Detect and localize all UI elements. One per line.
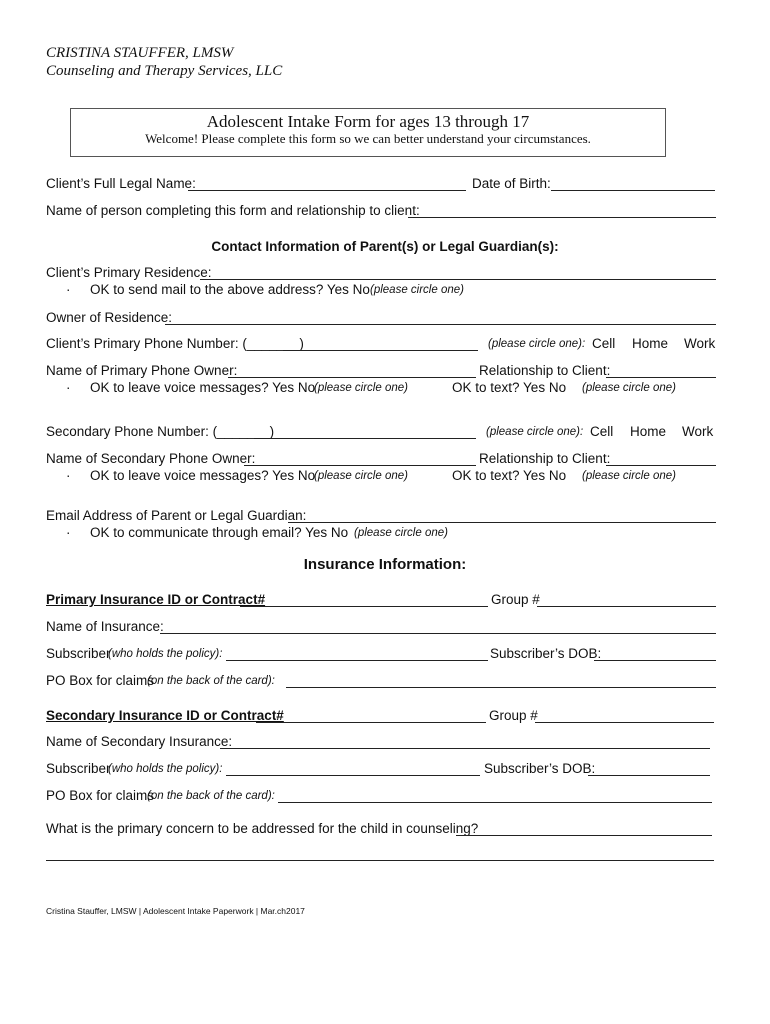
concern-field-continued[interactable] xyxy=(46,860,714,861)
circle-one-note: (please circle one) xyxy=(582,382,676,394)
relationship-field[interactable] xyxy=(606,465,716,466)
concern-field[interactable] xyxy=(456,835,712,836)
email-ok-question: OK to communicate through email? Yes No xyxy=(90,525,349,540)
group-field[interactable] xyxy=(535,722,714,723)
dob-field[interactable] xyxy=(551,190,715,191)
phone-circle-note: (please circle one): xyxy=(486,426,584,438)
circle-one-note: (please circle one) xyxy=(370,284,464,296)
secondary-owner-field[interactable] xyxy=(244,465,476,466)
circle-one-note: (please circle one) xyxy=(582,470,676,482)
bullet: · xyxy=(66,468,71,483)
primary-phone-label: Client’s Primary Phone Number: (_______) xyxy=(46,336,304,351)
subscriber-label: Subscriber xyxy=(46,646,111,661)
contact-heading: Contact Information of Parent(s) or Legal Guardian(s): xyxy=(211,239,559,254)
practice-name: Counseling and Therapy Services, LLC xyxy=(46,63,283,79)
subscriber-note: (who holds the policy): xyxy=(108,648,223,660)
secondary-insurance-name-label: Name of Secondary Insurance: xyxy=(46,734,233,749)
pobox-label: PO Box for claims xyxy=(46,788,155,803)
phone-type-work[interactable]: Work xyxy=(682,424,714,439)
secondary-insurance-name-field[interactable] xyxy=(220,748,710,749)
bullet: · xyxy=(66,282,71,297)
text-ok-question: OK to text? Yes No xyxy=(452,468,567,483)
primary-owner-field[interactable] xyxy=(228,377,476,378)
bullet: · xyxy=(66,525,71,540)
relationship-label: Relationship to Client: xyxy=(479,451,611,466)
practitioner-name: CRISTINA STAUFFER, LMSW xyxy=(46,45,234,61)
owner-field[interactable] xyxy=(165,324,716,325)
primary-insurance-id-field[interactable] xyxy=(240,606,488,607)
subscriber-note: (who holds the policy): xyxy=(108,763,223,775)
insurance-heading: Insurance Information: xyxy=(303,556,467,573)
concern-label: What is the primary concern to be addressed for the child in counseling? xyxy=(46,821,479,836)
subscriber-dob-field[interactable] xyxy=(588,775,710,776)
subscriber-field[interactable] xyxy=(226,775,480,776)
bullet: · xyxy=(66,380,71,395)
primary-owner-label: Name of Primary Phone Owner: xyxy=(46,363,238,378)
completer-label: Name of person completing this form and relationship to client: xyxy=(46,203,420,218)
relationship-field[interactable] xyxy=(606,377,716,378)
subscriber-dob-field[interactable] xyxy=(594,660,716,661)
subscriber-field[interactable] xyxy=(226,660,488,661)
phone-type-home[interactable]: Home xyxy=(630,424,667,439)
voice-ok-question: OK to leave voice messages? Yes No xyxy=(90,380,316,395)
residence-label: Client’s Primary Residence: xyxy=(46,265,212,280)
secondary-insurance-id-field[interactable] xyxy=(256,722,486,723)
client-name-label: Client’s Full Legal Name: xyxy=(46,176,196,191)
primary-phone-field[interactable] xyxy=(283,350,478,351)
voice-ok-question: OK to leave voice messages? Yes No xyxy=(90,468,316,483)
subscriber-dob-label: Subscriber’s DOB: xyxy=(490,646,602,661)
form-title: Adolescent Intake Form for ages 13 through 17 xyxy=(206,112,530,131)
residence-field[interactable] xyxy=(200,279,716,280)
phone-circle-note: (please circle one): xyxy=(488,338,586,350)
primary-insurance-id-label: Primary Insurance ID or Contract# xyxy=(46,592,266,607)
completer-field[interactable] xyxy=(408,217,716,218)
phone-type-cell[interactable]: Cell xyxy=(590,424,614,439)
circle-one-note: (please circle one) xyxy=(354,527,448,539)
circle-one-note: (please circle one) xyxy=(314,470,408,482)
pobox-field[interactable] xyxy=(286,687,716,688)
group-label: Group # xyxy=(489,708,538,723)
subscriber-label: Subscriber xyxy=(46,761,111,776)
dob-label: Date of Birth: xyxy=(472,176,551,191)
subscriber-dob-label: Subscriber’s DOB: xyxy=(484,761,596,776)
circle-one-note: (please circle one) xyxy=(314,382,408,394)
client-name-field[interactable] xyxy=(188,190,466,191)
secondary-insurance-id-label: Secondary Insurance ID or Contract# xyxy=(46,708,284,723)
phone-type-cell[interactable]: Cell xyxy=(592,336,616,351)
text-ok-question: OK to text? Yes No xyxy=(452,380,567,395)
insurance-name-field[interactable] xyxy=(160,633,716,634)
email-field[interactable] xyxy=(288,522,716,523)
pobox-note: (on the back of the card): xyxy=(147,790,275,802)
group-label: Group # xyxy=(491,592,540,607)
secondary-owner-label: Name of Secondary Phone Owner: xyxy=(46,451,256,466)
mail-ok-question: OK to send mail to the above address? Yes No xyxy=(90,282,370,297)
pobox-field[interactable] xyxy=(278,802,712,803)
footer: Cristina Stauffer, LMSW | Adolescent Intake Paperwork | Mar.ch2017 xyxy=(46,906,305,916)
phone-type-work[interactable]: Work xyxy=(684,336,716,351)
owner-label: Owner of Residence: xyxy=(46,310,173,325)
secondary-phone-field[interactable] xyxy=(254,438,476,439)
group-field[interactable] xyxy=(537,606,716,607)
insurance-name-label: Name of Insurance: xyxy=(46,619,164,634)
email-label: Email Address of Parent or Legal Guardian: xyxy=(46,508,307,523)
secondary-phone-label: Secondary Phone Number: (_______) xyxy=(46,424,275,439)
pobox-label: PO Box for claims xyxy=(46,673,155,688)
phone-type-home[interactable]: Home xyxy=(632,336,669,351)
welcome-text: Welcome! Please complete this form so we can better understand your circumstances. xyxy=(145,131,591,146)
pobox-note: (on the back of the card): xyxy=(147,675,275,687)
relationship-label: Relationship to Client: xyxy=(479,363,611,378)
